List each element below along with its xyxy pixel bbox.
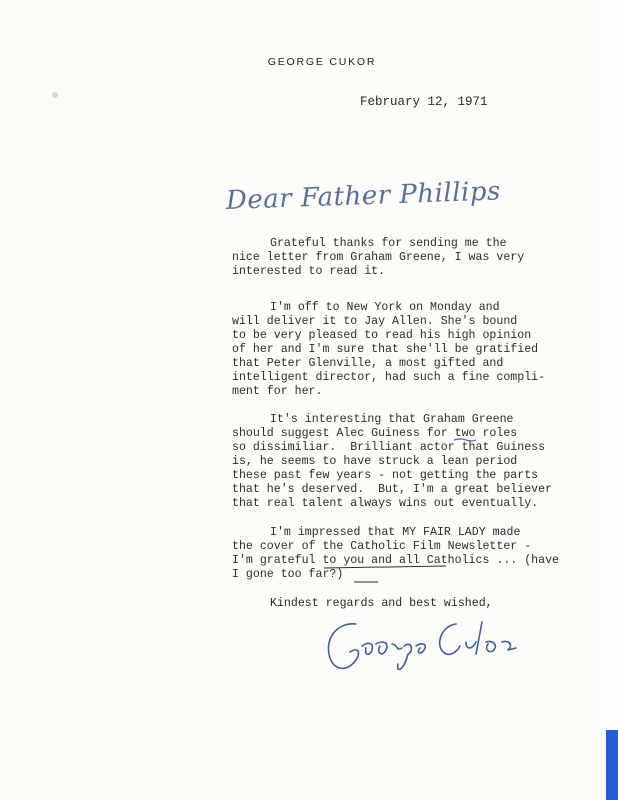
scan-edge	[600, 0, 618, 800]
handwritten-salutation: Dear Father Phillips	[225, 176, 502, 216]
text-line: the cover of the Catholic Film Newsletter -	[232, 540, 532, 553]
text-line: I'm off to New York on Monday and	[270, 301, 500, 314]
text-line: nice letter from Graham Greene, I was very	[232, 251, 525, 264]
text-line: Grateful thanks for sending me the	[270, 237, 507, 250]
text-line: It's interesting that Graham Greene	[270, 413, 514, 426]
text-line: I gone too far?)	[232, 568, 344, 581]
handwritten-signature	[316, 612, 536, 692]
text-line: ment for her.	[232, 385, 323, 398]
text-line: of her and I'm sure that she'll be gratified	[232, 343, 539, 356]
text-line: interested to read it.	[232, 265, 386, 278]
closing-line: Kindest regards and best wished,	[270, 597, 493, 610]
text-line: these past few years - not getting the parts	[232, 469, 539, 482]
text-line: to be very pleased to read his high opinion	[232, 329, 532, 342]
text-line: is, he seems to have struck a lean period	[232, 455, 518, 468]
text-line: that Peter Glenville, a most gifted and	[232, 357, 504, 370]
letter-date: February 12, 1971	[360, 95, 488, 109]
text-line: will deliver it to Jay Allen. She's bound	[232, 315, 518, 328]
text-line: I'm grateful to you and all Catholics ... (have	[232, 554, 559, 567]
text-line: so dissimiliar. Brilliant actor that Guiness	[232, 441, 546, 454]
text-line: that real talent always wins out eventually.	[232, 497, 539, 510]
text-line: I'm impressed that MY FAIR LADY made	[270, 526, 521, 539]
text-line: intelligent director, had such a fine compli-	[232, 371, 546, 384]
scan-edge-blue-strip	[606, 730, 618, 800]
letterhead: GEORGE CUKOR	[267, 56, 377, 68]
underline-mark	[454, 439, 476, 441]
text-line-underlined-two: should suggest Alec Guiness for two roles	[232, 427, 518, 440]
text-line: that he's deserved. But, I'm a great believer	[232, 483, 553, 496]
